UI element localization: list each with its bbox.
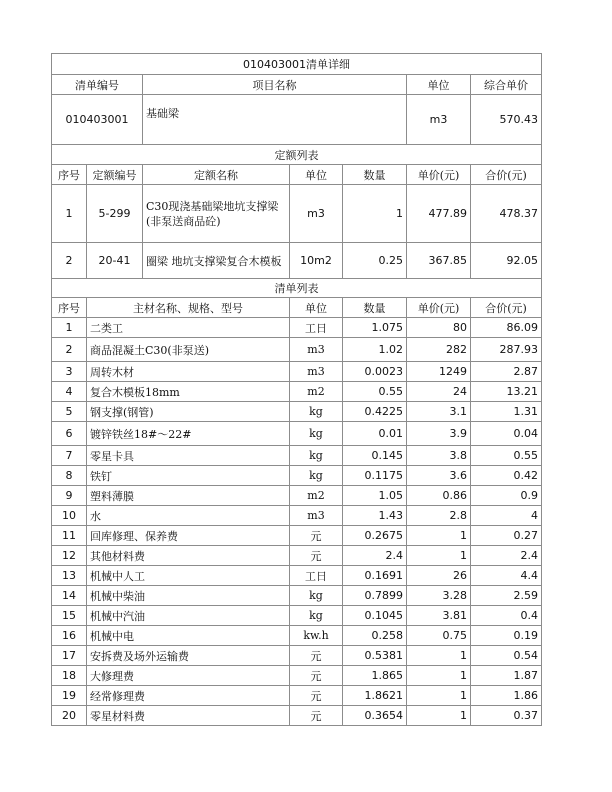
- material-qty: 0.145: [343, 446, 407, 466]
- quota-row: [52, 185, 542, 243]
- quota-name: 圈梁 地坑支撑梁复合木模板: [143, 243, 290, 279]
- quota-unit: 10m2: [290, 243, 343, 279]
- material-idx: 19: [52, 686, 87, 706]
- material-idx: 20: [52, 706, 87, 726]
- quota-total-header: 合价(元): [471, 165, 542, 185]
- material-unit: kg: [290, 586, 343, 606]
- material-price-header: 单价(元): [407, 298, 471, 318]
- material-qty: 0.01: [343, 422, 407, 446]
- material-total: 4: [471, 506, 542, 526]
- material-unit: 元: [290, 646, 343, 666]
- material-price: 24: [407, 382, 471, 402]
- material-unit: kg: [290, 402, 343, 422]
- material-qty: 1.865: [343, 666, 407, 686]
- material-row: [52, 486, 542, 506]
- material-name: 零星卡具: [87, 446, 290, 466]
- material-row: [52, 526, 542, 546]
- material-idx: 10: [52, 506, 87, 526]
- material-idx: 3: [52, 362, 87, 382]
- material-unit: m2: [290, 486, 343, 506]
- material-row: [52, 506, 542, 526]
- material-name: 机械中电: [87, 626, 290, 646]
- material-total: 0.19: [471, 626, 542, 646]
- material-idx: 8: [52, 466, 87, 486]
- material-name: 商品混凝土C30(非泵送): [87, 338, 290, 362]
- material-unit: m3: [290, 338, 343, 362]
- material-row: [52, 566, 542, 586]
- material-name: 钢支撑(钢管): [87, 402, 290, 422]
- item-unit: m3: [407, 95, 471, 145]
- material-name: 回库修理、保养费: [87, 526, 290, 546]
- material-qty: 0.7899: [343, 586, 407, 606]
- material-total: 1.86: [471, 686, 542, 706]
- material-idx: 14: [52, 586, 87, 606]
- quota-header-row: [52, 165, 542, 185]
- material-qty: 0.2675: [343, 526, 407, 546]
- material-price: 1: [407, 646, 471, 666]
- material-name: 机械中人工: [87, 566, 290, 586]
- quota-name: C30现浇基础梁地坑支撑梁(非泵送商品砼): [143, 185, 290, 243]
- material-price: 1: [407, 706, 471, 726]
- material-qty: 1.075: [343, 318, 407, 338]
- quota-unit: m3: [290, 185, 343, 243]
- material-qty: 1.43: [343, 506, 407, 526]
- material-idx: 1: [52, 318, 87, 338]
- material-unit: kg: [290, 446, 343, 466]
- material-row: [52, 646, 542, 666]
- material-idx: 7: [52, 446, 87, 466]
- material-idx: 18: [52, 666, 87, 686]
- material-section-row: [52, 279, 542, 298]
- material-row: [52, 318, 542, 338]
- material-idx: 16: [52, 626, 87, 646]
- material-idx: 11: [52, 526, 87, 546]
- material-unit: 工日: [290, 566, 343, 586]
- quota-section-row: [52, 145, 542, 165]
- material-price: 3.1: [407, 402, 471, 422]
- quota-code: 20-41: [87, 243, 143, 279]
- material-row: [52, 402, 542, 422]
- quota-section-title: 定额列表: [52, 145, 542, 165]
- material-price: 0.86: [407, 486, 471, 506]
- quota-unit-header: 单位: [290, 165, 343, 185]
- material-total: 0.54: [471, 646, 542, 666]
- material-total: 13.21: [471, 382, 542, 402]
- material-name: 机械中汽油: [87, 606, 290, 626]
- material-idx: 17: [52, 646, 87, 666]
- material-row: [52, 706, 542, 726]
- material-name: 二类工: [87, 318, 290, 338]
- material-unit: 元: [290, 686, 343, 706]
- material-name: 大修理费: [87, 666, 290, 686]
- material-idx: 13: [52, 566, 87, 586]
- material-name: 复合木模板18mm: [87, 382, 290, 402]
- material-total: 2.59: [471, 586, 542, 606]
- item-name: 基础梁: [143, 95, 407, 145]
- material-qty: 0.4225: [343, 402, 407, 422]
- material-qty: 0.55: [343, 382, 407, 402]
- material-name: 周转木材: [87, 362, 290, 382]
- material-unit: m2: [290, 382, 343, 402]
- material-price: 3.9: [407, 422, 471, 446]
- material-price: 0.75: [407, 626, 471, 646]
- material-total: 4.4: [471, 566, 542, 586]
- material-unit: kg: [290, 466, 343, 486]
- material-row: [52, 606, 542, 626]
- material-row: [52, 466, 542, 486]
- item-code: 010403001: [52, 95, 143, 145]
- item-name-header: 项目名称: [143, 75, 407, 95]
- material-row: [52, 382, 542, 402]
- material-total: 1.87: [471, 666, 542, 686]
- material-total: 0.4: [471, 606, 542, 626]
- material-unit: kg: [290, 422, 343, 446]
- material-total: 1.31: [471, 402, 542, 422]
- material-name: 铁钉: [87, 466, 290, 486]
- material-price: 26: [407, 566, 471, 586]
- material-name: 经常修理费: [87, 686, 290, 706]
- material-row: [52, 362, 542, 382]
- item-row: [52, 95, 542, 145]
- material-qty: 0.5381: [343, 646, 407, 666]
- material-name: 安拆费及场外运输费: [87, 646, 290, 666]
- quota-qty-header: 数量: [343, 165, 407, 185]
- material-header-row: [52, 298, 542, 318]
- material-idx: 4: [52, 382, 87, 402]
- material-row: [52, 422, 542, 446]
- material-qty: 1.8621: [343, 686, 407, 706]
- material-unit: kw.h: [290, 626, 343, 646]
- material-unit: m3: [290, 506, 343, 526]
- material-price: 3.6: [407, 466, 471, 486]
- table-title: 010403001清单详细: [52, 54, 542, 75]
- material-qty-header: 数量: [343, 298, 407, 318]
- material-name: 其他材料费: [87, 546, 290, 566]
- material-total: 0.55: [471, 446, 542, 466]
- material-total: 287.93: [471, 338, 542, 362]
- quota-idx-header: 序号: [52, 165, 87, 185]
- material-idx-header: 序号: [52, 298, 87, 318]
- item-unit-header: 单位: [407, 75, 471, 95]
- material-qty: 1.05: [343, 486, 407, 506]
- quota-price-header: 单价(元): [407, 165, 471, 185]
- material-total: 0.37: [471, 706, 542, 726]
- quota-code: 5-299: [87, 185, 143, 243]
- quota-row: [52, 243, 542, 279]
- material-qty: 0.258: [343, 626, 407, 646]
- material-price: 80: [407, 318, 471, 338]
- material-row: [52, 666, 542, 686]
- material-qty: 0.1045: [343, 606, 407, 626]
- material-total: 2.4: [471, 546, 542, 566]
- material-qty: 0.1175: [343, 466, 407, 486]
- material-price: 1: [407, 526, 471, 546]
- material-qty: 0.3654: [343, 706, 407, 726]
- material-unit: 元: [290, 546, 343, 566]
- material-total: 0.27: [471, 526, 542, 546]
- material-name: 机械中柴油: [87, 586, 290, 606]
- item-header-row: [52, 75, 542, 95]
- material-price: 282: [407, 338, 471, 362]
- material-price: 1: [407, 546, 471, 566]
- quota-total: 478.37: [471, 185, 542, 243]
- material-name: 水: [87, 506, 290, 526]
- material-row: [52, 546, 542, 566]
- material-total: 2.87: [471, 362, 542, 382]
- material-row: [52, 686, 542, 706]
- material-qty: 0.1691: [343, 566, 407, 586]
- material-qty: 2.4: [343, 546, 407, 566]
- material-total: 86.09: [471, 318, 542, 338]
- material-price: 1: [407, 686, 471, 706]
- material-unit-header: 单位: [290, 298, 343, 318]
- quota-idx: 1: [52, 185, 87, 243]
- material-price: 1: [407, 666, 471, 686]
- quota-price: 477.89: [407, 185, 471, 243]
- material-idx: 5: [52, 402, 87, 422]
- table-title-row: [52, 54, 542, 75]
- item-code-header: 清单编号: [52, 75, 143, 95]
- bill-detail-table: [51, 53, 542, 726]
- material-unit: kg: [290, 606, 343, 626]
- quota-qty: 1: [343, 185, 407, 243]
- material-total-header: 合价(元): [471, 298, 542, 318]
- material-idx: 12: [52, 546, 87, 566]
- material-row: [52, 338, 542, 362]
- quota-qty: 0.25: [343, 243, 407, 279]
- material-idx: 15: [52, 606, 87, 626]
- quota-code-header: 定额编号: [87, 165, 143, 185]
- material-row: [52, 586, 542, 606]
- material-row: [52, 446, 542, 466]
- material-name-header: 主材名称、规格、型号: [87, 298, 290, 318]
- material-idx: 6: [52, 422, 87, 446]
- material-unit: 元: [290, 706, 343, 726]
- material-price: 2.8: [407, 506, 471, 526]
- material-price: 1249: [407, 362, 471, 382]
- material-total: 0.9: [471, 486, 542, 506]
- quota-total: 92.05: [471, 243, 542, 279]
- material-price: 3.81: [407, 606, 471, 626]
- material-total: 0.42: [471, 466, 542, 486]
- material-unit: 工日: [290, 318, 343, 338]
- quota-idx: 2: [52, 243, 87, 279]
- material-idx: 2: [52, 338, 87, 362]
- quota-price: 367.85: [407, 243, 471, 279]
- material-idx: 9: [52, 486, 87, 506]
- material-name: 镀锌铁丝18#～22#: [87, 422, 290, 446]
- material-price: 3.28: [407, 586, 471, 606]
- material-row: [52, 626, 542, 646]
- item-price: 570.43: [471, 95, 542, 145]
- item-price-header: 综合单价: [471, 75, 542, 95]
- material-unit: 元: [290, 666, 343, 686]
- material-qty: 0.0023: [343, 362, 407, 382]
- material-price: 3.8: [407, 446, 471, 466]
- material-unit: 元: [290, 526, 343, 546]
- material-qty: 1.02: [343, 338, 407, 362]
- material-section-title: 清单列表: [52, 279, 542, 298]
- material-name: 零星材料费: [87, 706, 290, 726]
- material-name: 塑料薄膜: [87, 486, 290, 506]
- material-unit: m3: [290, 362, 343, 382]
- quota-name-header: 定额名称: [143, 165, 290, 185]
- material-total: 0.04: [471, 422, 542, 446]
